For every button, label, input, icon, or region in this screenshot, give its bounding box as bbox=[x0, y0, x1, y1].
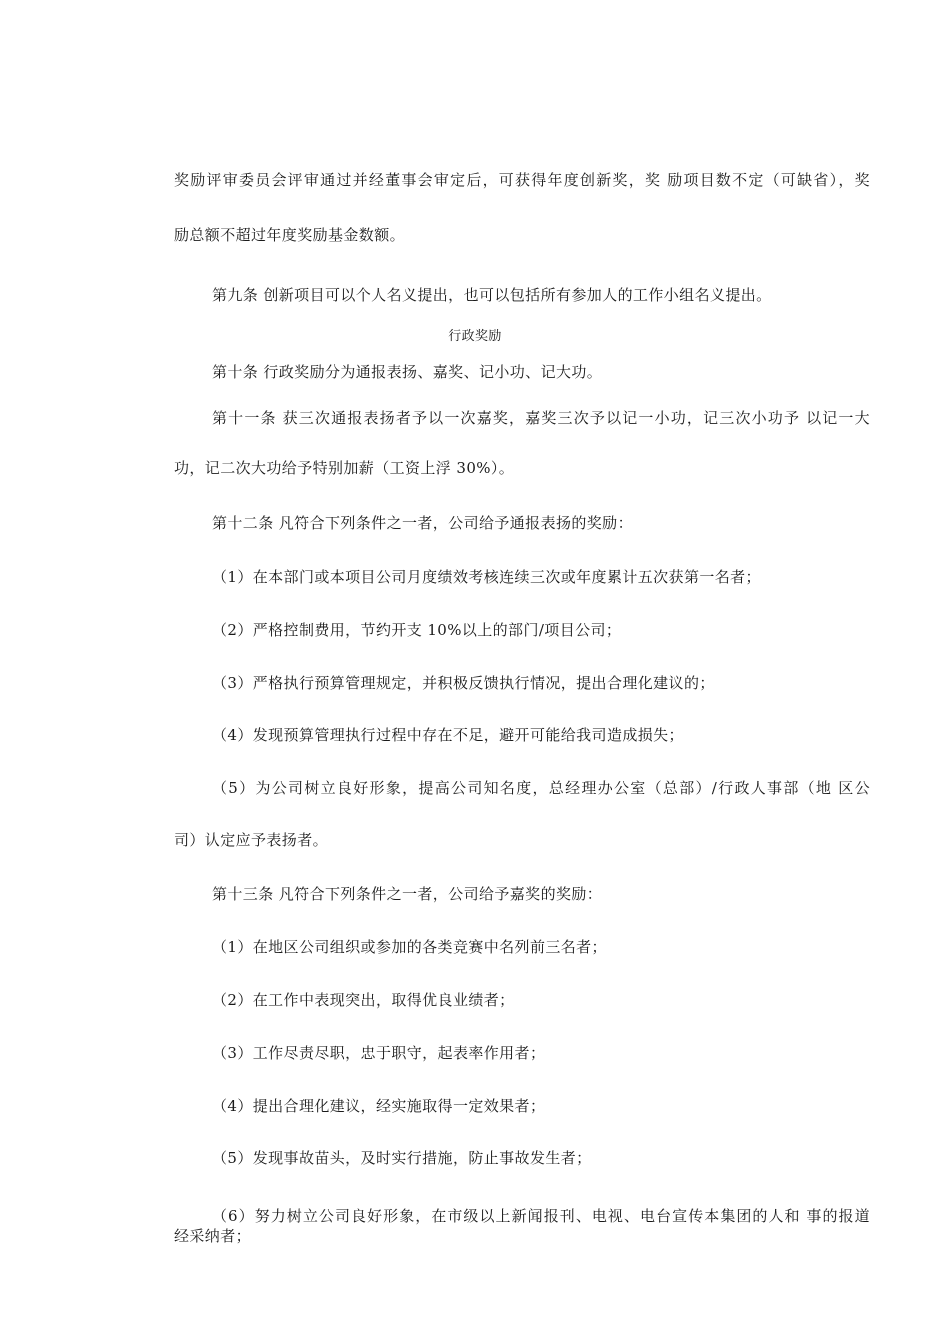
intro-paragraph-line-1: 奖励评审委员会评审通过并经董事会审定后，可获得年度创新奖，奖 励项目数不定（可缺省），奖 bbox=[174, 171, 870, 189]
article-12-item-2: （2）严格控制费用，节约开支 10%以上的部门/项目公司； bbox=[212, 621, 622, 639]
article-10: 第十条 行政奖励分为通报表扬、嘉奖、记小功、记大功。 bbox=[212, 363, 603, 381]
article-13-item-1: （1）在地区公司组织或参加的各类竞赛中名列前三名者； bbox=[212, 938, 607, 956]
article-12-item-1: （1）在本部门或本项目公司月度绩效考核连续三次或年度累计五次获第一名者； bbox=[212, 568, 761, 586]
article-12-intro: 第十二条 凡符合下列条件之一者，公司给予通报表扬的奖励： bbox=[212, 514, 633, 532]
article-9: 第九条 创新项目可以个人名义提出，也可以包括所有参加人的工作小组名义提出。 bbox=[212, 286, 772, 304]
article-13-item-4: （4）提出合理化建议，经实施取得一定效果者； bbox=[212, 1097, 546, 1115]
article-12-item-5-line-2: 司）认定应予表扬者。 bbox=[174, 831, 329, 849]
section-heading: 行政奖励 bbox=[448, 329, 502, 344]
article-12-item-3: （3）严格执行预算管理规定，并积极反馈执行情况，提出合理化建议的； bbox=[212, 674, 715, 692]
article-13-item-6-line-2: 经采纳者； bbox=[174, 1227, 252, 1245]
article-13-item-5: （5）发现事故苗头，及时实行措施，防止事故发生者； bbox=[212, 1149, 592, 1167]
article-12-item-4: （4）发现预算管理执行过程中存在不足，避开可能给我司造成损失； bbox=[212, 726, 684, 744]
article-13-intro: 第十三条 凡符合下列条件之一者，公司给予嘉奖的奖励： bbox=[212, 885, 603, 903]
article-12-item-5-line-1: （5）为公司树立良好形象，提高公司知名度，总经理办公室（总部）/行政人事部（地 区公 bbox=[212, 779, 870, 797]
article-11-line-1: 第十一条 获三次通报表扬者予以一次嘉奖，嘉奖三次予以记一小功，记三次小功予 以记一大 bbox=[212, 409, 870, 427]
article-13-item-2: （2）在工作中表现突出，取得优良业绩者； bbox=[212, 991, 515, 1009]
article-11-line-2: 功，记二次大功给予特别加薪（工资上浮 30%）。 bbox=[174, 459, 515, 477]
article-13-item-3: （3）工作尽责尽职，忠于职守，起表率作用者； bbox=[212, 1044, 546, 1062]
article-13-item-6-line-1: （6）努力树立公司良好形象，在市级以上新闻报刊、电视、电台宣传本集团的人和 事的报道 bbox=[212, 1207, 870, 1225]
intro-paragraph-line-2: 励总额不超过年度奖励基金数额。 bbox=[174, 226, 406, 244]
